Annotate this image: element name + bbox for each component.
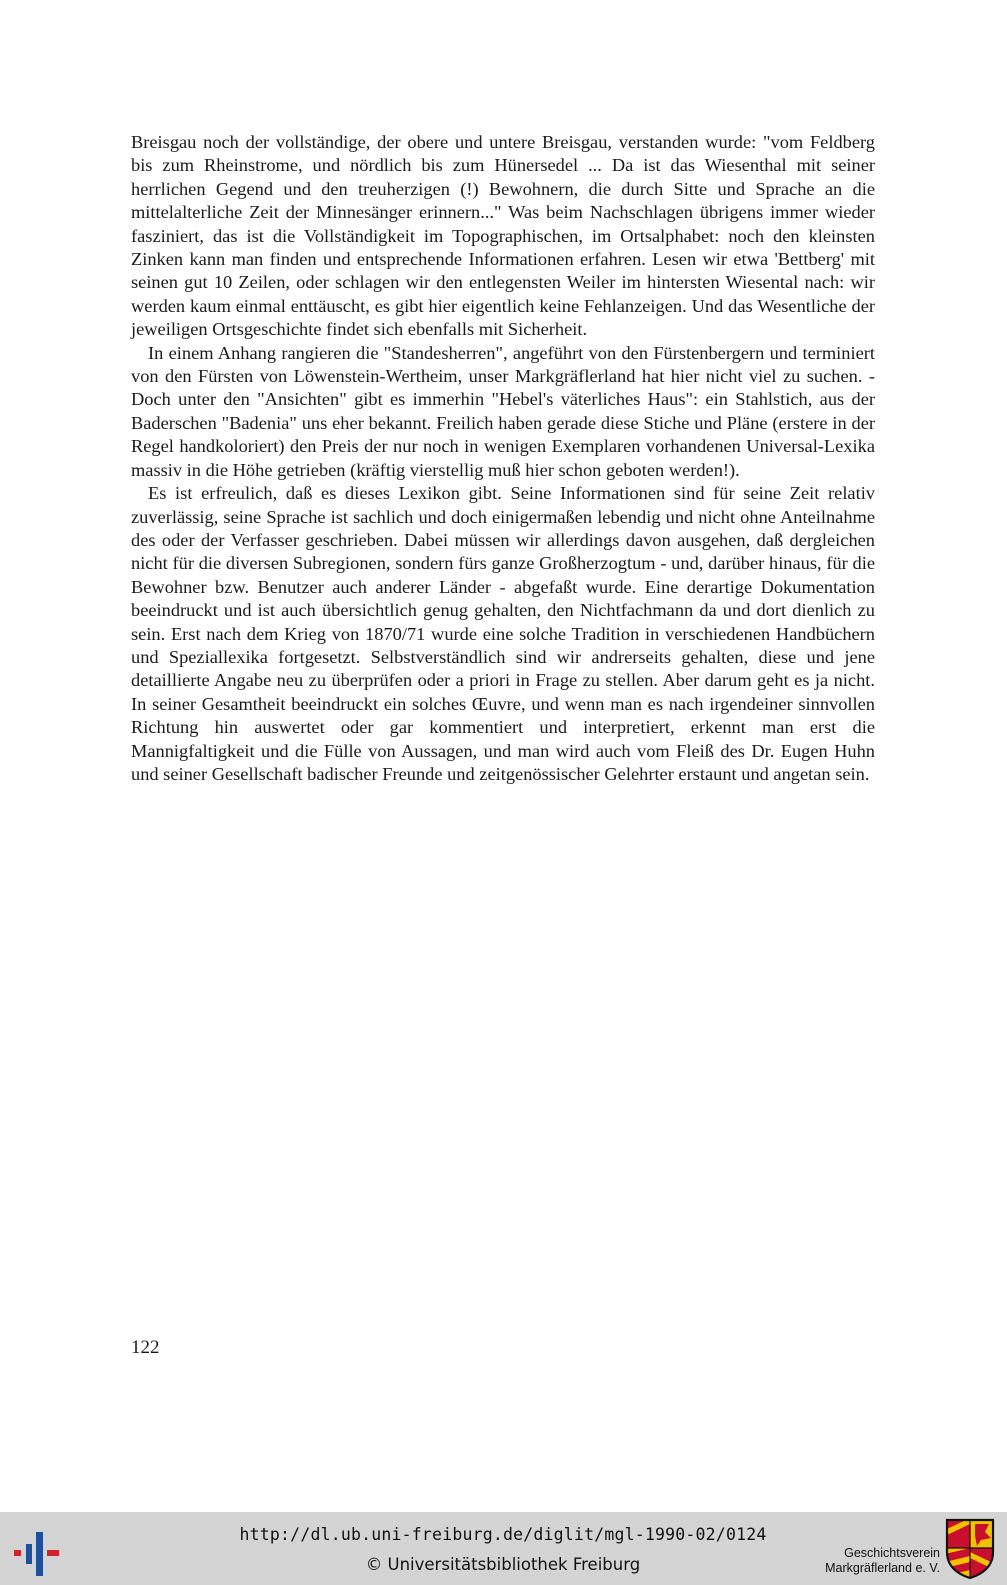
paragraph-2: In einem Anhang rangieren die "Standesherren", angeführt von den Fürstenbergern und terminiert von den Fürsten von Löwenstein-Wertheim, unser Markgräflerland hat hier nicht viel zu suchen. - Doch unter den "Ansichten" gibt es immerhin "Hebel's väterliches Haus": ein Stahlstich, aus der Baderschen "Badenia" uns eher bekannt. Freilich haben gerade diese Stiche und Pläne (erstere in der Regel handkoloriert) den Preis der nur noch in wenigen Exemplaren vorhandenen Universal-Lexika massiv in die Höhe getrieben (kräftig vierstellig muß hier schon geboten werden!). <box>131 342 875 480</box>
ub-freiburg-logo-icon <box>12 1532 64 1576</box>
copyright-text: © Universitätsbibliothek Freiburg <box>365 1555 641 1574</box>
page-number: 122 <box>131 1337 160 1358</box>
footer-bar <box>0 1512 1007 1585</box>
paragraph-3: Es ist erfreulich, daß es dieses Lexikon gibt. Seine Informationen sind für seine Zeit relativ zuverlässig, seine Sprache ist sachlich und doch einigermaßen lebendig und nicht ohne Anteilnahme des oder der Verfasser geschrieben. Dabei müssen wir allerdings davon ausgehen, daß dergleichen nicht für die diversen Subregionen, sondern fürs ganze Großherzogtum - und, darüber hinaus, für die Bewohner bzw. Benutzer auch anderer Länder - abgefaßt wurde. Eine derartige Dokumentation beeindruckt und ist auch übersichtlich genug gehalten, den Nichtfachmann da und dort dienlich zu sein. Erst nach dem Krieg von 1870/​71 wurde eine solche Tradition in verschiedenen Handbüchern und Speziallexika fortgesetzt. Selbstverständlich sind wir andrerseits gehalten, diese und jene detaillierte Angabe neu zu überprüfen oder a priori in Frage zu stellen. Aber darum geht es ja nicht. In seiner Gesamtheit beeindruckt ein solches Œuvre, und wenn man es nach irgendeiner sinnvollen Richtung hin auswertet oder gar kommentiert und interpretiert, erkennt man erst die Mannigfaltigkeit und die Fülle von Aussagen, und man wird auch vom Fleiß des Dr. Eugen Huhn und seiner Gesellschaft badischer Freunde und zeitgenössischer Gelehrter erstaunt und angetan sein. <box>131 483 875 784</box>
body-text <box>131 131 875 786</box>
society-name-line-2: Markgräflerland e. V. <box>825 1561 940 1575</box>
source-url-link[interactable]: http://dl.ub.uni-freiburg.de/diglit/mgl-1990-02/0124 <box>239 1525 767 1544</box>
society-name <box>812 1546 940 1576</box>
paragraph-1: Breisgau noch der vollständige, der obere und untere Breisgau, verstanden wurde: "vom Feldberg bis zum Rheinstrome, und nördlich bis zum Hünersedel ... Da ist das Wiesenthal mit seiner herrlichen Gegend und den treuherzigen (!) Bewohnern, die durch Sitte und Sprache an die mittelalterliche Zeit der Minnesänger erinnern..." Was beim Nachschlagen übrigens immer wieder fasziniert, das ist die Vollständigkeit im Topographischen, im Ortsalphabet: noch den kleinsten Zinken kann man finden und entsprechende Informationen erfahren. Lesen wir etwa 'Bettberg' mit seinen gut 10 Zeilen, oder schlagen wir den entlegensten Weiler im hintersten Wiesental nach: wir werden kaum einmal enttäuscht, es gibt hier eigentlich keine Fehlanzeigen. Und das Wesentliche der jeweiligen Ortsgeschichte findet sich ebenfalls mit Sicherheit. <box>131 132 875 340</box>
coat-of-arms-icon <box>945 1518 995 1580</box>
society-name-line-1: Geschichtsverein <box>844 1546 940 1560</box>
